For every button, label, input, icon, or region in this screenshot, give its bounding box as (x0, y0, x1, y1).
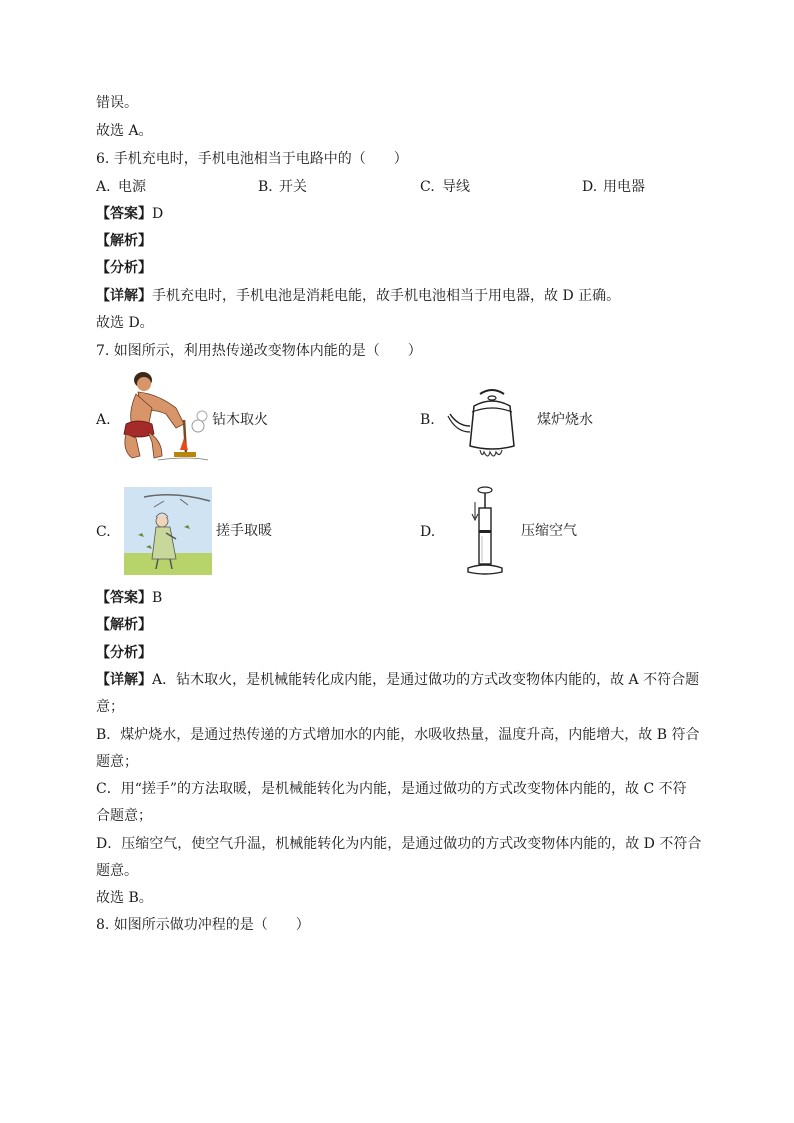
detail-line: D．压缩空气，使空气升温，机械能转化为内能，是通过做功的方式改变物体内能的，故 D 不符合 (96, 836, 702, 852)
answer-value: D (152, 206, 164, 222)
option-text: 导线 (442, 179, 470, 195)
text-line: 故选 A。 (96, 123, 153, 139)
detail-tag: 【详解】 (96, 288, 152, 304)
fenxi-tag: 【分析】 (96, 645, 152, 661)
answer-tag: 【答案】 (96, 590, 152, 606)
jiexi-tag: 【解析】 (96, 617, 152, 633)
detail-text: A．钻木取火，是机械能转化成内能，是通过做功的方式改变物体内能的，故 A 不符合题 (152, 672, 700, 688)
answer-line (96, 204, 163, 224)
detail-line: 意； (96, 699, 124, 715)
option-text: 用电器 (603, 179, 645, 195)
answer-tag: 【答案】 (96, 206, 152, 222)
choose-line: 故选 B。 (96, 890, 153, 906)
fenxi-tag: 【分析】 (96, 260, 152, 276)
option-text: 开关 (279, 179, 307, 195)
option-text: 电源 (118, 179, 146, 195)
figure-label: 压缩空气 (521, 523, 577, 539)
answer-value: B (152, 590, 163, 606)
detail-line: 题意。 (96, 863, 138, 879)
question-7: 7. 如图所示，利用热传递改变物体内能的是（ ） (96, 343, 422, 359)
figure-label: 煤炉烧水 (537, 412, 593, 428)
option-letter: A. (96, 179, 111, 195)
detail-line: 合题意； (96, 808, 152, 824)
kettle-stove-figure (444, 386, 536, 462)
option-letter: C. (96, 524, 111, 540)
detail-line (96, 670, 699, 690)
detail-tag: 【详解】 (96, 672, 152, 688)
option-letter: D. (582, 179, 598, 195)
detail-line: 题意； (96, 754, 138, 770)
figure-label: 搓手取暖 (216, 523, 272, 539)
question-8: 8. 如图所示做功冲程的是（ ） (96, 917, 310, 933)
option-letter: A. (96, 412, 111, 428)
detail-line (96, 286, 620, 306)
drilling-wood-fire-figure (118, 368, 210, 464)
option-letter: C. (420, 179, 435, 195)
detail-line: C．用“搓手”的方法取暖，是机械能转化为内能，是通过做功的方式改变物体内能的，故 C 不符 (96, 781, 687, 797)
figure-label: 钻木取火 (212, 412, 268, 428)
rubbing-hands-figure (124, 487, 212, 575)
option-letter: D. (420, 524, 436, 540)
detail-text: 手机充电时，手机电池是消耗电能，故手机电池相当于用电器，故 D 正确。 (152, 288, 621, 304)
answer-line (96, 588, 162, 608)
question-6: 6. 手机充电时，手机电池相当于电路中的（ ） (96, 151, 408, 167)
option-letter: B. (420, 412, 435, 428)
choose-line: 故选 D。 (96, 315, 154, 331)
air-compression-figure (464, 484, 506, 578)
option-letter: B. (258, 179, 273, 195)
jiexi-tag: 【解析】 (96, 233, 152, 249)
detail-line: B．煤炉烧水，是通过热传递的方式增加水的内能，水吸收热量，温度升高，内能增大，故 B 符合 (96, 727, 700, 743)
text-line: 错误。 (96, 95, 138, 111)
